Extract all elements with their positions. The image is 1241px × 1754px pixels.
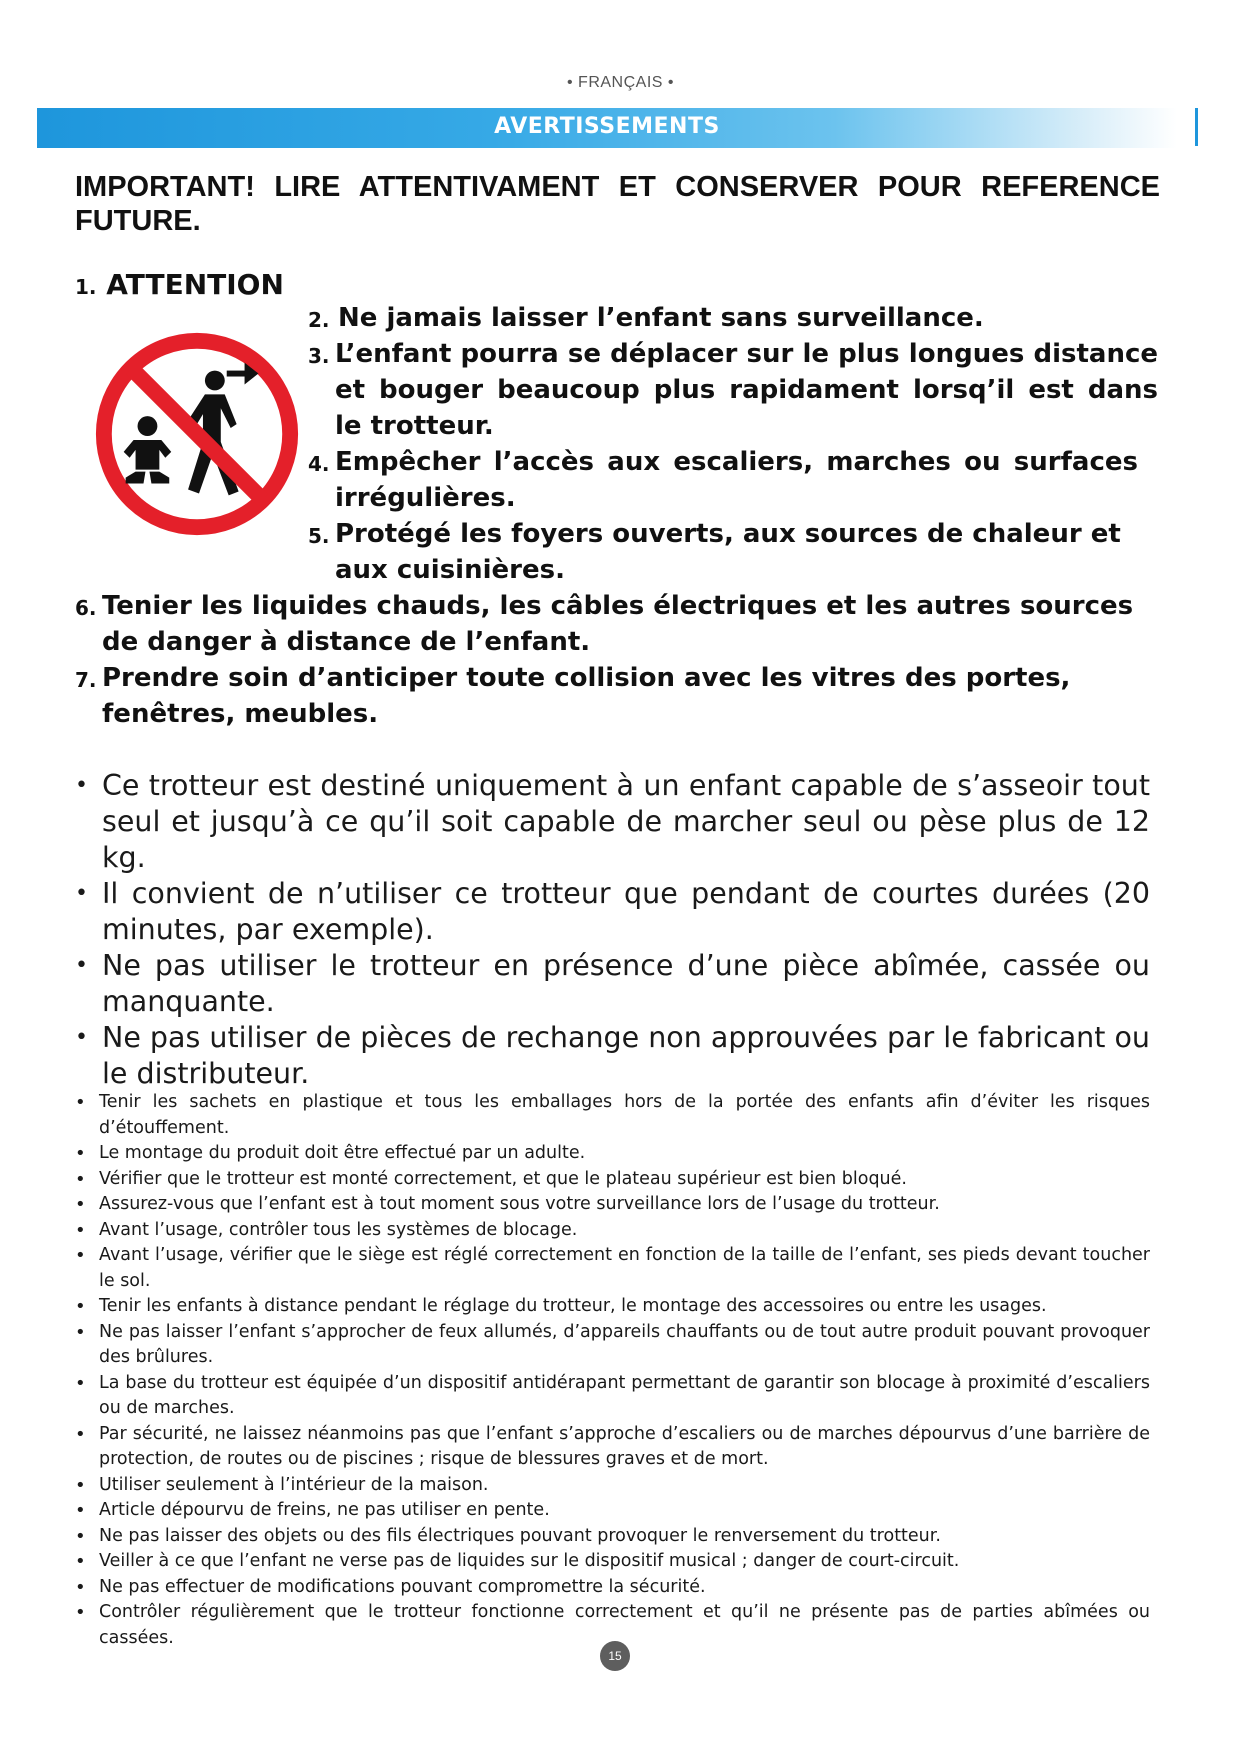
list-item: • Ne pas laisser des objets ou des fils électriques pouvant provoquer le renversement du trotteur. <box>75 1524 1150 1550</box>
item-text: Ne jamais laisser l’enfant sans surveillance. <box>338 303 984 333</box>
list-item: • Avant l’usage, vérifier que le siège est réglé correctement en fonction de la taille de l’enfant, ses pieds devant toucher le sol. <box>75 1243 1150 1294</box>
language-label: • FRANÇAIS • <box>567 74 674 91</box>
numbered-item <box>308 516 1158 588</box>
numbered-item <box>75 588 1160 660</box>
numbered-item <box>308 336 1158 444</box>
list-item: • Ne pas effectuer de modifications pouvant compromettre la sécurité. <box>75 1575 1150 1601</box>
item-number: 3. <box>308 344 330 368</box>
numbered-item <box>308 444 1138 516</box>
main-bullet-list <box>75 768 1150 1092</box>
list-item: • Ce trotteur est destiné uniquement à un enfant capable de s’asseoir tout seul et jusqu’à ce qu’il soit capable de marcher seul ou pèse plus de 12 kg. <box>75 768 1150 876</box>
item-text: Empêcher l’accès aux escaliers, marches ou surfaces irrégulières. <box>335 447 1138 513</box>
item-text: Prendre soin d’anticiper toute collision avec les vitres des portes, fenêtres, meubles. <box>102 663 1071 729</box>
list-item: • Veiller à ce que l’enfant ne verse pas de liquides sur le dispositif musical ; danger de court-circuit. <box>75 1549 1150 1575</box>
list-item: • Ne pas utiliser le trotteur en présence d’une pièce abîmée, cassée ou manquante. <box>75 948 1150 1020</box>
item-number: 6. <box>75 596 97 620</box>
list-item: • Tenir les sachets en plastique et tous les emballages hors de la portée des enfants afin d’éviter les risques d’étouffement. <box>75 1090 1150 1141</box>
list-item: • Le montage du produit doit être effectué par un adulte. <box>75 1141 1150 1167</box>
list-item: • Avant l’usage, contrôler tous les systèmes de blocage. <box>75 1218 1150 1244</box>
list-item: • Utiliser seulement à l’intérieur de la maison. <box>75 1473 1150 1499</box>
list-item: • Il convient de n’utiliser ce trotteur que pendant de courtes durées (20 minutes, par exemple). <box>75 876 1150 948</box>
list-item: • Contrôler régulièrement que le trotteur fonctionne correctement et qu’il ne présente pas de parties abîmées ou cassées. <box>75 1600 1150 1651</box>
list-item: • Par sécurité, ne laissez néanmoins pas que l’enfant s’approche d’escaliers ou de marches dépourvus d’une barrière de protection, de routes ou de piscines ; risque de blessures graves et de mort. <box>75 1422 1150 1473</box>
important-notice: IMPORTANT! LIRE ATTENTIVAMENT ET CONSERVER POUR REFERENCE FUTURE. <box>75 171 1160 237</box>
item-number: 4. <box>308 452 330 476</box>
list-item: • Assurez-vous que l’enfant est à tout moment sous votre surveillance lors de l’usage du trotteur. <box>75 1192 1150 1218</box>
list-item: • Ne pas utiliser de pièces de rechange non approuvées par le fabricant ou le distributeur. <box>75 1020 1150 1092</box>
item-text: Tenier les liquides chauds, les câbles électriques et les autres sources de danger à distance de l’enfant. <box>102 591 1134 657</box>
numbered-item <box>75 660 1175 732</box>
list-item: • Tenir les enfants à distance pendant le réglage du trotteur, le montage des accessoires ou entre les usages. <box>75 1294 1150 1320</box>
attention-number: 1. <box>75 275 97 299</box>
item-number: 5. <box>308 524 330 548</box>
page-number: 15 <box>600 1641 630 1671</box>
list-item: • Vérifier que le trotteur est monté correctement, et que le plateau supérieur est bien bloqué. <box>75 1167 1150 1193</box>
list-item: • Ne pas laisser l’enfant s’approcher de feux allumés, d’appareils chauffants ou de tout autre produit pouvant provoquer des brûlures. <box>75 1320 1150 1371</box>
item-text: Protégé les foyers ouverts, aux sources de chaleur et aux cuisinières. <box>335 519 1121 585</box>
attention-heading <box>75 268 284 301</box>
banner-edge-bar <box>1195 108 1198 146</box>
banner-title: AVERTISSEMENTS <box>494 114 720 139</box>
no-baby-walker-icon <box>88 325 306 543</box>
item-text: L’enfant pourra se déplacer sur le plus longues distance et bouger beaucoup plus rapidament lorsq’il est dans le trotteur. <box>335 339 1158 441</box>
item-number: 2. <box>308 308 330 332</box>
section-banner <box>37 108 1177 148</box>
list-item: • La base du trotteur est équipée d’un dispositif antidérapant permettant de garantir son blocage à proximité d’escaliers ou de marches. <box>75 1371 1150 1422</box>
attention-title: ATTENTION <box>106 268 284 301</box>
detail-bullet-list <box>75 1090 1150 1651</box>
item-number: 7. <box>75 668 97 692</box>
list-item: • Article dépourvu de freins, ne pas utiliser en pente. <box>75 1498 1150 1524</box>
numbered-item <box>308 300 1158 336</box>
